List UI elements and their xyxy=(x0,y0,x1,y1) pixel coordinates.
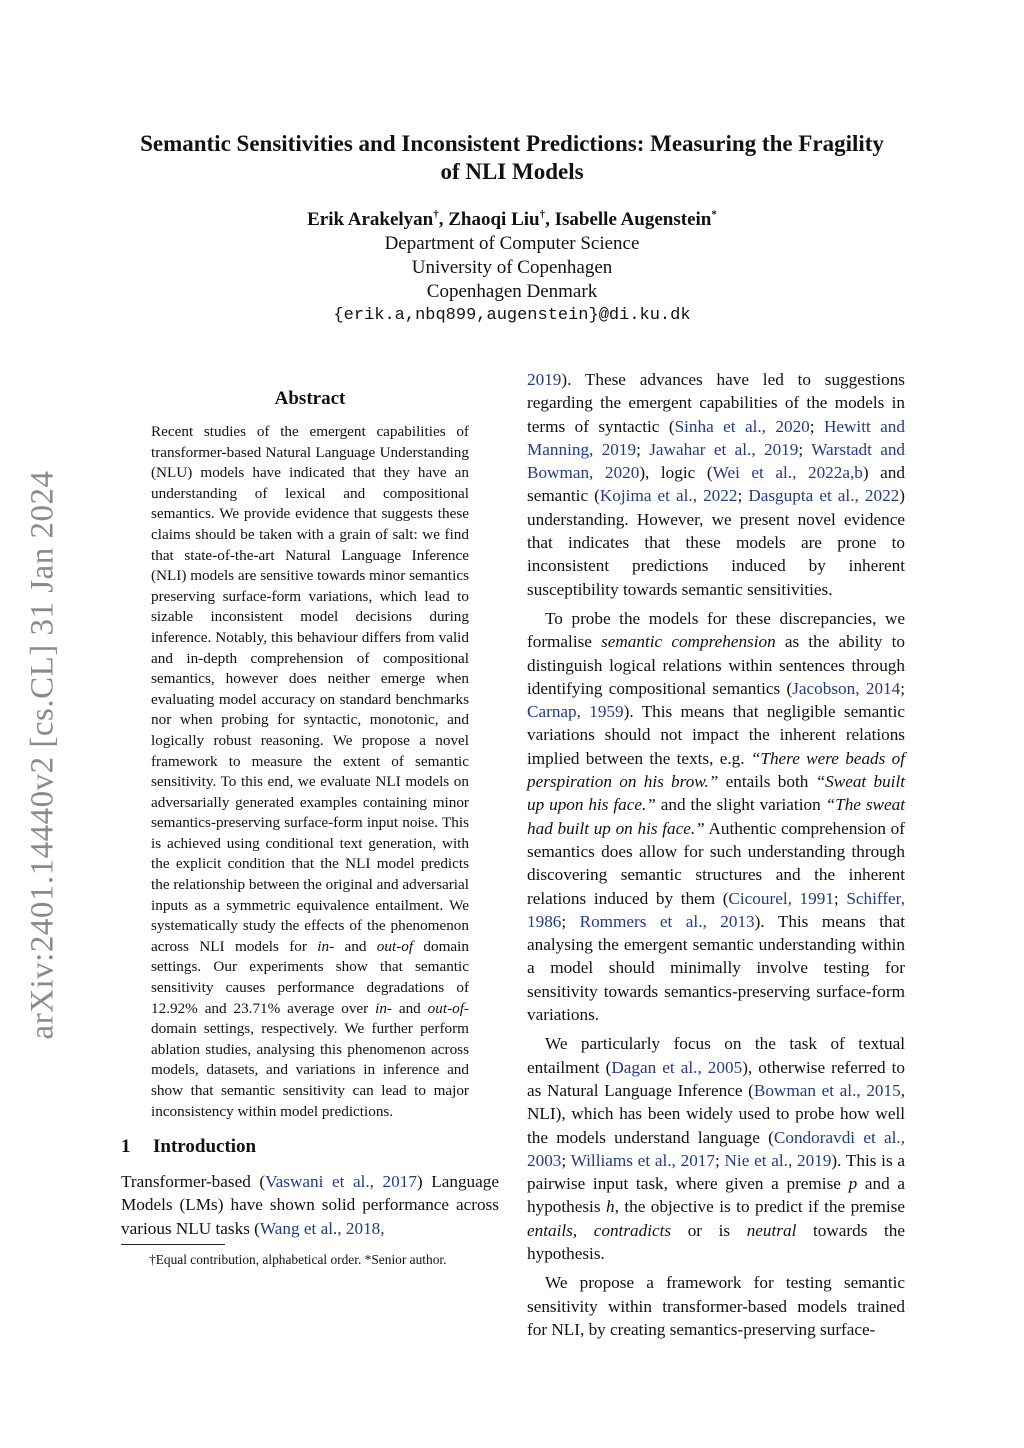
emphasis-text: “The sweat had built up on his face.” xyxy=(527,795,906,838)
section-number: 1 xyxy=(121,1136,131,1158)
text-run: ; xyxy=(798,439,812,459)
text-run: ) and semantic ( xyxy=(527,463,905,506)
text-run: ), logic ( xyxy=(639,463,713,483)
text-run: ; xyxy=(561,1150,571,1170)
citation-link[interactable]: Condoravdi et al., 2003 xyxy=(527,1127,905,1170)
citation-link[interactable]: Schiffer, 1986 xyxy=(527,888,905,931)
footnote: †Equal contribution, alphabetical order. *Senior author. xyxy=(149,1252,447,1268)
text-run: ). These advances have led to suggestions regarding the emergent capabilities of the models in terms of syntactic ( xyxy=(527,370,905,436)
author-name: Zhaoqi Liu xyxy=(448,209,540,230)
text-run: as the ability to distinguish logical relations within sentences through identifying compositional semantics ( xyxy=(527,632,905,698)
intro-paragraph-3 xyxy=(527,1032,905,1265)
citation-link[interactable]: Kojima et al., 2022 xyxy=(599,486,738,506)
author-names xyxy=(140,208,884,232)
emphasis-text: h xyxy=(605,1197,615,1217)
emphasis-text: “There were beads of perspiration on his brow.” xyxy=(527,748,905,792)
text-run: and xyxy=(334,937,377,955)
emphasis-text: out-of- xyxy=(427,999,469,1017)
emphasis-text: out-of xyxy=(376,937,414,955)
citation-link[interactable]: Rommers et al., 2013 xyxy=(579,911,755,931)
text-run: ) understanding. However, we present novel evidence that indicates that these models are prone to inconsistent predictions induced by inherent susceptibility towards semantic sensitivities. xyxy=(527,486,905,599)
text-run: ; xyxy=(737,486,749,506)
text-run: Authentic comprehension of semantics does allow for such understanding through discovering semantic structures and the inherent relations induced by them ( xyxy=(527,818,905,908)
citation-link[interactable]: Jawahar et al., 2019 xyxy=(649,439,799,459)
author-email: {erik.a,nbq899,augenstein}@di.ku.dk xyxy=(333,306,691,325)
citation-link[interactable]: Carnap, 1959 xyxy=(527,702,624,722)
author-name: Isabelle Augenstein xyxy=(554,209,712,230)
emphasis-text: in- xyxy=(317,937,335,955)
text-run: , the objective is to predict if the premise xyxy=(614,1197,905,1217)
text-run: We propose a framework for testing semantic sensitivity within transformer-based models trained for NLI, by creating semantics-preserving surface- xyxy=(527,1273,905,1339)
arxiv-identifier xyxy=(18,460,68,1050)
emphasis-text: “Sweat built up upon his face.” xyxy=(527,772,905,815)
text-run: To probe the models for these discrepancies, we formalise xyxy=(527,608,905,652)
arxiv-id-text: arXiv:2401.14440v2 [cs.CL] 31 Jan 2024 xyxy=(24,470,61,1040)
citation-link[interactable]: Cicourel, 1991 xyxy=(728,888,834,908)
text-run: and xyxy=(391,999,428,1017)
intro-paragraph-1 xyxy=(527,368,905,601)
abstract-text xyxy=(151,422,469,1122)
text-run: ). This is a pairwise input task, where given a premise xyxy=(527,1150,906,1194)
section-heading-introduction xyxy=(121,1136,499,1158)
author-footnote-mark: † xyxy=(433,208,439,221)
text-run: ). This means that negligible semantic variations should not impact the inherent relations implied between the texts, e.g. xyxy=(527,702,905,768)
emphasis-text: p xyxy=(848,1174,858,1194)
emphasis-text: semantic comprehension xyxy=(601,632,776,652)
text-run: ; xyxy=(809,416,824,436)
citation-link[interactable]: Wang et al., 2018, xyxy=(259,1218,385,1238)
author-separator: , xyxy=(438,209,449,230)
author-university: University of Copenhagen xyxy=(411,257,613,278)
citation-link[interactable]: Dagan et al., 2005 xyxy=(611,1057,743,1077)
author-separator: , xyxy=(545,209,555,230)
text-run: ; xyxy=(714,1150,725,1170)
text-run: domain settings. Our experiments show that semantic sensitivity causes performance degradations of 12.92% and 23.71% average over xyxy=(151,937,469,1017)
abstract-heading: Abstract xyxy=(274,388,346,409)
citation-link[interactable]: Nie et al., 2019 xyxy=(724,1150,832,1170)
text-run: towards the hypothesis. xyxy=(527,1220,905,1263)
text-run: Recent studies of the emergent capabilities of transformer-based Natural Language Understanding (NLU) models have indicated that they have an understanding of lexical and compositional semantics. We provide evidence that suggests these claims should be taken with a grain of salt: we find that state-of-the-art Natural Language Inference (NLI) models are sensitive towards minor semantics preserving surface-form variations, which lead to sizable inconsistent model decisions during inference. Notably, this behaviour differs from valid and in-depth comprehension of compositional semantics, however does neither emerge when evaluating model accuracy on standard benchmarks nor when probing for syntactic, monotonic, and logically robust reasoning. We propose a novel framework to measure the extent of semantic sensitivity. To this end, we evaluate NLI models on adversarially generated examples containing minor semantics-preserving surface-form input noise. This is achieved using conditional text generation, with the explicit condition that the NLI model predicts the relationship between the original and adversarial inputs as a symmetric equivalence entailment. We systematically study the effects of the phenomenon across NLI models for xyxy=(151,423,470,955)
text-run: ; xyxy=(561,911,580,931)
author-block xyxy=(140,208,884,328)
right-column xyxy=(527,368,905,1341)
text-run: Transformer-based ( xyxy=(121,1172,266,1192)
author-footnote-mark: * xyxy=(711,208,717,221)
text-run: We particularly focus on the task of textual entailment ( xyxy=(527,1034,905,1077)
citation-link[interactable]: Jacobson, 2014 xyxy=(792,678,901,698)
emphasis-text: neutral xyxy=(746,1220,797,1240)
citation-link[interactable]: Williams et al., 2017 xyxy=(570,1150,715,1170)
left-column xyxy=(121,388,499,1269)
citation-link[interactable]: Sinha et al., 2020 xyxy=(674,416,810,436)
text-run: ), otherwise referred to as Natural Language Inference ( xyxy=(527,1057,905,1100)
citation-link[interactable]: Bowman et al., 2015 xyxy=(753,1080,901,1100)
text-run: and a hypothesis xyxy=(527,1174,905,1217)
citation-link[interactable]: Wei et al., 2022a,b xyxy=(712,463,863,483)
text-run: , NLI), which has been widely used to probe how well the models understand language ( xyxy=(527,1080,905,1147)
intro-paragraph-left xyxy=(121,1170,499,1240)
emphasis-text: in- xyxy=(375,999,392,1017)
text-run: entails both xyxy=(718,772,816,792)
text-run: and the slight variation xyxy=(655,795,826,815)
citation-link[interactable]: Hewitt and Manning, 2019 xyxy=(527,416,905,459)
text-run: ). This means that analysing the emergent semantic understanding within a model should minimally involve testing for sensitivity towards semantics-preserving surface-form variations. xyxy=(527,911,905,1025)
text-run: ) Language Models (LMs) have shown solid performance across various NLU tasks ( xyxy=(121,1172,499,1238)
text-run: ; xyxy=(636,439,650,459)
text-run: ; xyxy=(833,888,847,908)
text-run: domain settings, respectively. We further perform ablation studies, analysing this phenomenon across models, datasets, and variations in inference and show that semantic sensitivity can lead to major inconsistency within model predictions. xyxy=(151,1020,469,1120)
citation-link[interactable]: Vaswani et al., 2017 xyxy=(265,1172,417,1192)
text-run: or is xyxy=(671,1220,747,1240)
emphasis-text: entails, contradicts xyxy=(527,1220,672,1240)
citation-link[interactable]: Warstadt and Bowman, 2020 xyxy=(527,439,906,483)
author-footnote-mark: † xyxy=(539,208,546,221)
text-run: ; xyxy=(900,678,906,698)
paper-title: Semantic Sensitivities and Inconsistent Predictions: Measuring the Fragility of NLI Models xyxy=(140,131,884,184)
author-name: Erik Arakelyan xyxy=(307,209,434,230)
intro-paragraph-4 xyxy=(527,1271,905,1341)
author-location: Copenhagen Denmark xyxy=(426,281,598,302)
footnote-rule xyxy=(121,1244,225,1245)
citation-link[interactable]: 2019 xyxy=(527,370,562,389)
citation-link[interactable]: Dasgupta et al., 2022 xyxy=(748,486,900,506)
author-department: Department of Computer Science xyxy=(384,233,640,254)
section-title: Introduction xyxy=(153,1136,257,1158)
intro-paragraph-2 xyxy=(527,607,905,1026)
